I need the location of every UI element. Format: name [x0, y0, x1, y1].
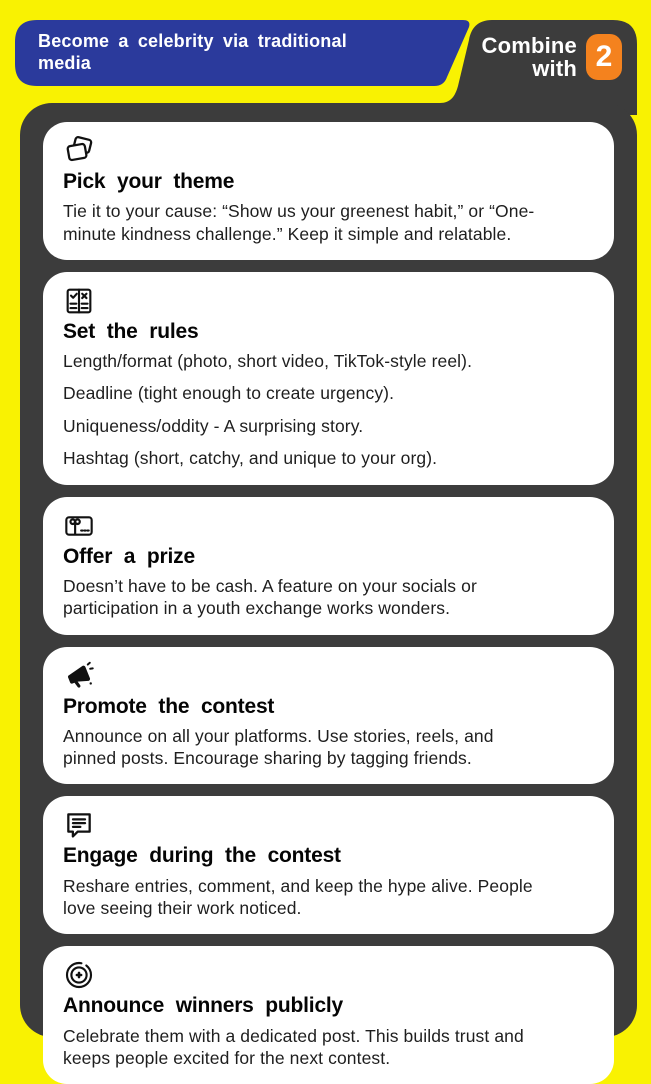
card-announce-winners	[43, 946, 614, 1084]
combine-with-tab	[440, 20, 637, 115]
combine-with-label: Combine with	[481, 33, 577, 82]
card-text: Deadline (tight enough to create urgency).	[63, 383, 395, 404]
card-text: Uniqueness/oddity - A surprising story.	[63, 415, 364, 436]
checklist-icon	[63, 285, 95, 317]
card-text: Doesn’t have to be cash. A feature on your socials or participation in a youth exchange works wonders.	[63, 575, 477, 619]
comment-icon	[63, 809, 95, 841]
gift-card-icon	[63, 510, 95, 542]
step-number-badge: 2	[586, 34, 622, 80]
header-banner	[15, 20, 470, 86]
card-pick-your-theme	[43, 122, 614, 260]
card-title: Promote the contest	[63, 694, 275, 718]
content-panel	[20, 103, 637, 1068]
card-text: Tie it to your cause: “Show us your greenest habit,” or “One-minute kindness challenge.” Keep it simple and relatable.	[63, 201, 535, 244]
card-text: Hashtag (short, catchy, and unique to your org).	[63, 448, 438, 469]
card-set-the-rules	[43, 272, 614, 485]
card-title: Announce winners publicly	[63, 994, 344, 1018]
target-icon	[63, 959, 95, 991]
card-text: Announce on all your platforms. Use stories, reels, and pinned posts. Encourage sharing by tagging friends.	[63, 725, 494, 769]
card-text: Length/format (photo, short video, TikTok-style reel).	[63, 351, 473, 372]
card-text: Reshare entries, comment, and keep the hype alive. People love seeing their work noticed.	[63, 875, 533, 918]
card-text: Celebrate them with a dedicated post. This builds trust and keeps people excited for the next contest.	[63, 1025, 524, 1068]
cards-icon	[63, 135, 95, 167]
card-title: Engage during the contest	[63, 844, 341, 868]
page-title: Become a celebrity via traditional media	[38, 31, 347, 73]
card-title: Pick your theme	[63, 170, 235, 193]
card-engage-during-contest	[43, 796, 614, 934]
card-promote-the-contest	[43, 647, 614, 785]
card-offer-a-prize	[43, 497, 614, 635]
card-title: Offer a prize	[63, 544, 195, 568]
megaphone-icon	[63, 660, 95, 692]
card-title: Set the rules	[63, 319, 199, 343]
